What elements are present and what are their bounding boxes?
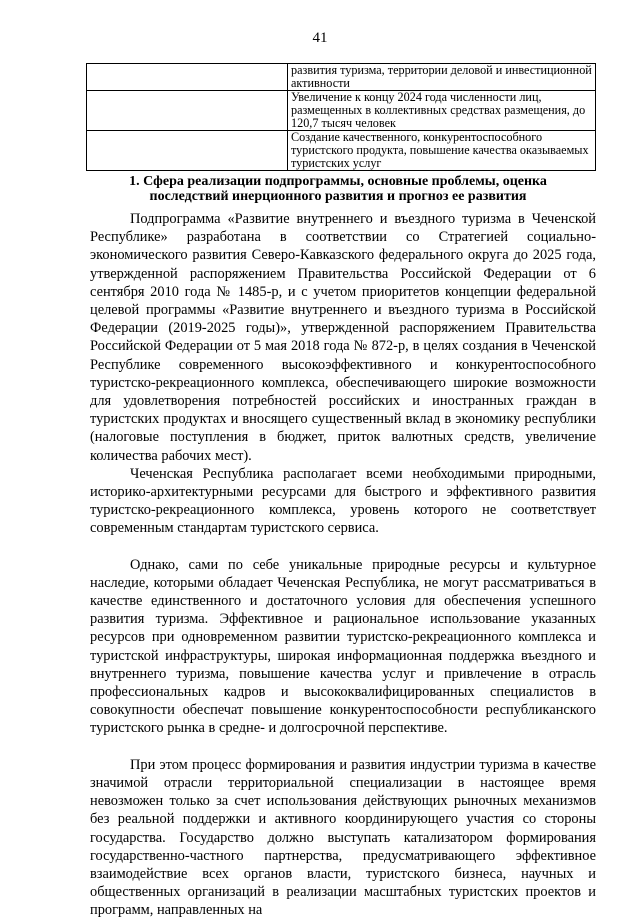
table-cell-left: [87, 91, 288, 131]
continuation-table: [86, 63, 596, 171]
section-body: [90, 210, 596, 920]
table-row: [87, 91, 596, 131]
table-cell-right: Увеличение к концу 2024 года численности лиц, размещенных в коллективных средствах размещения, до 120,7 тысяч человек: [288, 91, 596, 131]
page-number: 41: [312, 30, 328, 46]
table-row: [87, 64, 596, 91]
table-row: [87, 131, 596, 171]
table-cell-right: Создание качественного, конкурентоспособного туристского продукта, повышение качества оказываемых туристских услуг: [288, 131, 596, 171]
section-heading: 1. Сфера реализации подпрограммы, основные проблемы, оценка последствий инерционного развития и прогноз ее развития: [129, 174, 547, 204]
paragraph: Чеченская Республика располагает всеми необходимыми природными, историко-архитектурными ресурсами для быстрого и эффективного развития туристско-рекреационного комплекса, уровень которого не соответствует современным стандартам туристского сервиса.: [90, 465, 596, 537]
table-cell-left: [87, 131, 288, 171]
paragraph: Подпрограмма «Развитие внутреннего и въездного туризма в Чеченской Республике» разработана в соответствии со Стратегией социально-экономического развития Северо-Кавказского федерального округа до 2025 года, утвержденной распоряжением Правительства Российской Федерации от 6 сентября 2010 года № 1485-р, и с учетом приоритетов концепции федеральной целевой программы «Развитие внутреннего и въездного туризма в Российской Федерации (2019-2025 годы)», утвержденной распоряжением Правительства Российской Федерации от 5 мая 2018 года № 872-р, в целях создания в Чеченской Республике современного высокоэффективного и конкурентоспособного туристско-рекреационного комплекса, обеспечивающего широкие возможности для удовлетворения потребностей российских и иностранных граждан в туристских продуктах и вносящего существенный вклад в экономику республики (налоговые поступления в бюджет, приток валютных средств, увеличение количества рабочих мест).: [90, 211, 596, 464]
paragraph: Однако, сами по себе уникальные природные ресурсы и культурное наследие, которыми обладает Чеченская Республика, не могут рассматриваться в качестве единственного и достаточного условия для обеспечения успешного развития туризма. Эффективное и рациональное использование указанных ресурсов при одновременном развитии туристско-рекреационного комплекса и туристской инфраструктуры, широкая информационная поддержка въездного и внутреннего туризма, повышение качества услуг и привлечение в отрасль профессиональных кадров и высококвалифицированных специалистов в совокупности обеспечат повышение конкурентоспособности республиканского туристского рынка в средне- и долгосрочной перспективе.: [90, 556, 596, 737]
table-cell-right: развития туризма, территории деловой и инвестиционной активности: [288, 64, 596, 91]
paragraph: При этом процесс формирования и развития индустрии туризма в качестве значимой отрасли территориальной специализации в настоящее время невозможен только за счет использования действующих рыночных механизмов без реальной поддержки и активного координирующего участия со стороны государства. Государство должно выступать катализатором формирования государственно-частного партнерства, предусматривающего эффективное взаимодействие всех органов власти, туристского бизнеса, научных и общественных организаций в реализации масштабных туристских проектов и программ, направленных на: [90, 756, 596, 919]
table-cell-left: [87, 64, 288, 91]
